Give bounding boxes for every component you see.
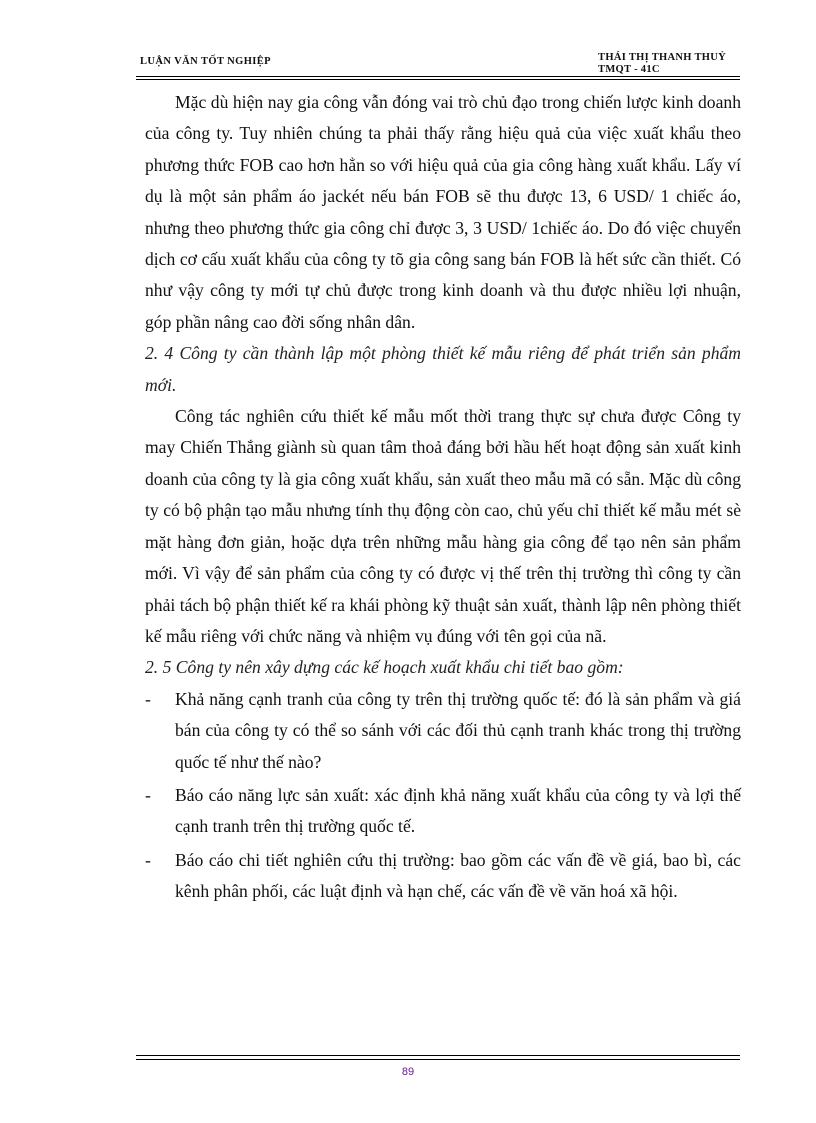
- bullet-dash: -: [145, 688, 151, 709]
- list-item: [145, 845, 741, 908]
- bullet-dash: -: [145, 784, 151, 805]
- page-body: [145, 87, 741, 910]
- header-author-name: THÁI THỊ THANH THUỶ: [598, 52, 726, 63]
- header-author: [598, 52, 726, 76]
- section-heading-2-4: 2. 4 Công ty cần thành lập một phòng thiết kế mẫu riêng để phát triển sản phẩm mới.: [145, 343, 741, 395]
- list-item-text: Báo cáo năng lực sản xuất: xác định khả năng xuất khẩu của công ty và lợi thế cạnh tranh trên thị trường quốc tế.: [175, 784, 741, 837]
- header-author-class: TMQT - 41C: [598, 64, 660, 75]
- page-number: 89: [401, 1066, 415, 1078]
- export-plan-list: [145, 684, 741, 908]
- footer-rule-thin: [136, 1059, 740, 1060]
- footer-rule: [136, 1055, 740, 1056]
- page-header: [136, 50, 740, 90]
- paragraph-fob-export: Mặc dù hiện nay gia công vẫn đóng vai trò chủ đạo trong chiến lược kinh doanh của công ty. Tuy nhiên chúng ta phải thấy rằng hiệu quả của việc xuất khẩu theo phương thức FOB cao hơn hẳn so với hiệu quả của gia công hàng xuất khẩu. Lấy ví dụ là một sản phẩm áo jackét nếu bán FOB sẽ thu được 13, 6 USD/ 1 chiếc áo, nhưng theo phương thức gia công chỉ được 3, 3 USD/ 1chiếc áo. Do đó việc chuyển dịch cơ cấu xuất khẩu của công ty tõ gia công sang bán FOB là hết sức cần thiết. Có như vậy công ty mới tự chủ được trong kinh doanh và thu được nhiều lợi nhuận, góp phần nâng cao đời sống nhân dân.: [145, 92, 741, 332]
- header-thesis-title: LUẬN VĂN TỐT NGHIỆP: [140, 56, 272, 67]
- bullet-dash: -: [145, 849, 151, 870]
- section-heading-2-5: 2. 5 Công ty nên xây dựng các kế hoạch xuất khẩu chi tiết bao gồm:: [145, 657, 624, 678]
- list-item: [145, 684, 741, 778]
- header-rule: [136, 76, 740, 77]
- list-item-text: Khả năng cạnh tranh của công ty trên thị trường quốc tế: đó là sản phẩm và giá bán của công ty có thể so sánh với các đối thủ cạnh tranh khác trong thị trường quốc tế như thế nào?: [175, 688, 741, 772]
- list-item: [145, 780, 741, 843]
- list-item-text: Báo cáo chi tiết nghiên cứu thị trường: bao gồm các vấn đề về giá, bao bì, các kênh phân phối, các luật định và hạn chế, các vấn đề về văn hoá xã hội.: [175, 849, 741, 902]
- paragraph-design-department: Công tác nghiên cứu thiết kế mẫu mốt thời trang thực sự chưa được Công ty may Chiến Thắng giành sù quan tâm thoả đáng bởi hầu hết hoạt động sản xuất kinh doanh của công ty là gia công xuất khẩu, sản xuất theo mẫu mã có sẵn. Mặc dù công ty có bộ phận tạo mẫu nhưng tính thụ động còn cao, chủ yếu chỉ thiết kế mẫu mét sè mặt hàng đơn giản, hoặc dựa trên những mẫu hàng gia công để tạo nên sản phẩm mới. Vì vậy để sản phẩm của công ty có được vị thế trên thị trường thì công ty cần phải tách bộ phận thiết kế ra khái phòng kỹ thuật sản xuất, thành lập nên phòng thiết kế mẫu riêng với chức năng và nhiệm vụ đúng với tên gọi của nã.: [145, 406, 741, 646]
- header-rule-thin: [136, 79, 740, 80]
